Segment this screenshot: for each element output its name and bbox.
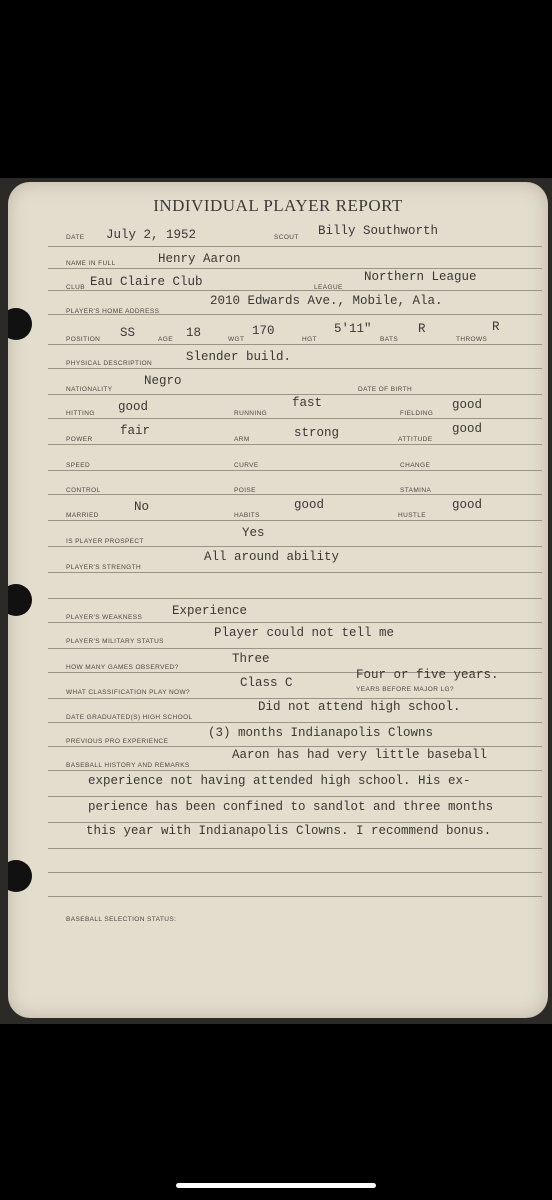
prospect-value: Yes [242, 526, 265, 540]
hustle-label: HUSTLE [398, 512, 427, 519]
hitting-value: good [118, 400, 149, 414]
habits-label: HABITS [234, 512, 260, 519]
rule [48, 622, 542, 623]
rule [48, 848, 542, 849]
hustle-value: good [452, 498, 483, 512]
selection-status-label: BASEBALL SELECTION STATUS: [66, 916, 177, 923]
fielding-label: FIELDING [400, 410, 434, 417]
remarks-line-2: experience not having attended high school. His ex- [88, 774, 471, 788]
classification-label: WHAT CLASSIFICATION PLAY NOW? [66, 689, 191, 696]
wgt-value: 170 [252, 324, 275, 338]
running-value: fast [292, 396, 323, 410]
scout-label: SCOUT [274, 234, 299, 241]
rule [48, 598, 542, 599]
remarks-line-3: perience has been confined to sandlot and three months [88, 800, 494, 814]
rule [48, 494, 542, 495]
rule [48, 770, 542, 771]
scout-value: Billy Southworth [318, 224, 439, 238]
control-label: CONTROL [66, 487, 101, 494]
report-title: INDIVIDUAL PLAYER REPORT [153, 196, 403, 215]
league-label: LEAGUE [314, 284, 343, 291]
years-label: YEARS BEFORE MAJOR LG? [356, 686, 455, 693]
address-value: 2010 Edwards Ave., Mobile, Ala. [210, 294, 443, 308]
rule [48, 368, 542, 369]
binder-hole-bottom [8, 860, 32, 892]
rule [48, 394, 542, 395]
arm-value: strong [294, 426, 340, 440]
arm-label: ARM [234, 436, 250, 443]
position-value: SS [120, 326, 136, 340]
power-value: fair [120, 424, 151, 438]
graduated-label: DATE GRADUATED(S) HIGH SCHOOL [66, 714, 193, 721]
hgt-value: 5'11" [334, 322, 372, 336]
military-label: PLAYER'S MILITARY STATUS [66, 638, 164, 645]
name-label: NAME IN FULL [66, 260, 116, 267]
remarks-line-4: this year with Indianapolis Clowns. I recommend bonus. [86, 824, 492, 838]
years-value: Four or five years. [356, 668, 499, 682]
nationality-label: NATIONALITY [66, 386, 113, 393]
rule [48, 246, 542, 247]
stamina-label: STAMINA [400, 487, 432, 494]
fielding-value: good [452, 398, 483, 412]
rule [48, 344, 542, 345]
pro-experience-value: (3) months Indianapolis Clowns [208, 726, 434, 740]
attitude-value: good [452, 422, 483, 436]
pro-experience-label: PREVIOUS PRO EXPERIENCE [66, 738, 169, 745]
throws-label: THROWS [456, 336, 488, 343]
rule [48, 822, 542, 823]
physical-label: PHYSICAL DESCRIPTION [66, 360, 153, 367]
rule [48, 872, 542, 873]
binder-hole-top [8, 308, 32, 340]
name-value: Henry Aaron [158, 252, 241, 266]
habits-value: good [294, 498, 325, 512]
bats-label: BATS [380, 336, 399, 343]
date-value: July 2, 1952 [106, 228, 197, 242]
club-label: CLUB [66, 284, 85, 291]
rule [48, 546, 542, 547]
strength-label: PLAYER'S STRENGTH [66, 564, 142, 571]
date-label: DATE [66, 234, 85, 241]
dob-label: DATE OF BIRTH [358, 386, 413, 393]
rule [48, 470, 542, 471]
league-value: Northern League [364, 270, 477, 284]
player-report-card [8, 182, 548, 1018]
prospect-label: IS PLAYER PROSPECT [66, 538, 144, 545]
weakness-value: Experience [172, 604, 248, 618]
wgt-label: WGT [228, 336, 245, 343]
club-value: Eau Claire Club [90, 275, 203, 289]
binder-hole-middle [8, 584, 32, 616]
attitude-label: ATTITUDE [398, 436, 433, 443]
change-label: CHANGE [400, 462, 431, 469]
curve-label: CURVE [234, 462, 259, 469]
rule [48, 698, 542, 699]
remarks-label: BASEBALL HISTORY AND REMARKS [66, 762, 190, 769]
graduated-value: Did not attend high school. [258, 700, 461, 714]
age-value: 18 [186, 326, 202, 340]
poise-label: POISE [234, 487, 256, 494]
position-label: POSITION [66, 336, 101, 343]
address-label: PLAYER'S HOME ADDRESS [66, 308, 160, 315]
married-label: MARRIED [66, 512, 99, 519]
age-label: AGE [158, 336, 173, 343]
rule [48, 648, 542, 649]
home-indicator[interactable] [176, 1183, 376, 1188]
weakness-label: PLAYER'S WEAKNESS [66, 614, 143, 621]
rule [48, 520, 542, 521]
throws-value: R [492, 320, 500, 334]
hitting-label: HITTING [66, 410, 95, 417]
rule [48, 572, 542, 573]
married-value: No [134, 500, 150, 514]
rule [48, 290, 542, 291]
speed-label: SPEED [66, 462, 91, 469]
games-value: Three [232, 652, 270, 666]
power-label: POWER [66, 436, 93, 443]
rule [48, 746, 542, 747]
nationality-value: Negro [144, 374, 182, 388]
scanned-photo [0, 178, 552, 1024]
strength-value: All around ability [204, 550, 340, 564]
remarks-line-1: Aaron has had very little baseball [232, 748, 488, 762]
running-label: RUNNING [234, 410, 268, 417]
physical-value: Slender build. [186, 350, 292, 364]
bats-value: R [418, 322, 426, 336]
rule [48, 896, 542, 897]
rule [48, 418, 542, 419]
classification-value: Class C [240, 676, 293, 690]
games-label: HOW MANY GAMES OBSERVED? [66, 664, 179, 671]
rule [48, 722, 542, 723]
rule [48, 444, 542, 445]
military-value: Player could not tell me [214, 626, 395, 640]
rule [48, 268, 542, 269]
rule [48, 796, 542, 797]
hgt-label: HGT [302, 336, 317, 343]
